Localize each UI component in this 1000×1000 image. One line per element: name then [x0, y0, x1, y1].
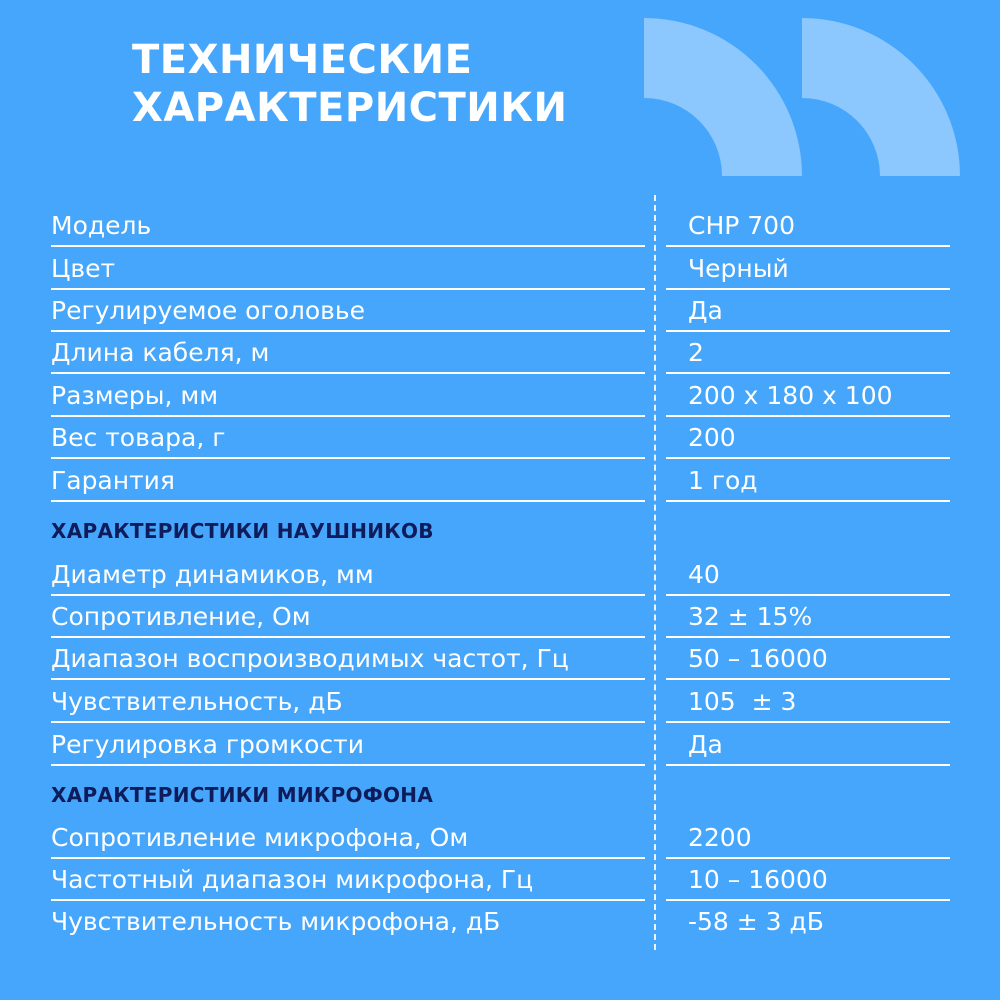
row-underline: [51, 500, 645, 502]
row-underline: [51, 678, 645, 680]
quote-mark-icon: [802, 18, 960, 176]
spec-label: Цвет: [51, 254, 116, 283]
spec-value: 50 – 16000: [688, 644, 828, 673]
spec-row: [0, 817, 1000, 859]
row-underline: [666, 245, 950, 247]
spec-row: [0, 901, 1000, 943]
row-underline: [51, 764, 645, 766]
spec-label: Модель: [51, 211, 152, 240]
spec-label: Чувствительность, дБ: [51, 687, 343, 716]
spec-row: [0, 554, 1000, 596]
spec-label: Регулировка громкости: [51, 730, 364, 759]
spec-value: 32 ± 15%: [688, 602, 813, 631]
spec-label: Диаметр динамиков, мм: [51, 560, 374, 589]
spec-label: Чувствительность микрофона, дБ: [51, 907, 501, 936]
spec-label: Вес товара, г: [51, 423, 226, 452]
section-heading-headphones: ХАРАКТЕРИСТИКИ НАУШНИКОВ: [51, 519, 434, 543]
spec-value: 1 год: [688, 466, 758, 495]
spec-row: [0, 859, 1000, 901]
spec-row: [0, 638, 1000, 680]
quote-mark-icon: [644, 18, 802, 176]
spec-value: Да: [688, 730, 723, 759]
spec-label: Гарантия: [51, 466, 175, 495]
row-underline: [51, 457, 645, 459]
spec-label: Частотный диапазон микрофона, Гц: [51, 865, 534, 894]
title-line-1: ТЕХНИЧЕСКИЕ: [132, 37, 473, 83]
spec-row: [0, 290, 1000, 332]
spec-label: Длина кабеля, м: [51, 338, 270, 367]
spec-row: [0, 375, 1000, 417]
spec-row: [0, 417, 1000, 459]
spec-value: 40: [688, 560, 720, 589]
row-underline: [51, 245, 645, 247]
spec-value: -58 ± 3 дБ: [688, 907, 824, 936]
spec-value: 200 x 180 x 100: [688, 381, 893, 410]
spec-value: 2200: [688, 823, 752, 852]
spec-row: [0, 332, 1000, 374]
spec-label: Сопротивление микрофона, Ом: [51, 823, 469, 852]
spec-label: Размеры, мм: [51, 381, 219, 410]
page-title: [132, 36, 567, 132]
spec-label: Регулируемое оголовье: [51, 296, 365, 325]
spec-label: Диапазон воспроизводимых частот, Гц: [51, 644, 569, 673]
spec-row: [0, 724, 1000, 766]
spec-value: Да: [688, 296, 723, 325]
title-line-2: ХАРАКТЕРИСТИКИ: [132, 85, 568, 131]
row-underline: [666, 678, 950, 680]
row-underline: [51, 721, 645, 723]
spec-row: [0, 681, 1000, 723]
spec-row: [0, 205, 1000, 247]
spec-value: CHP 700: [688, 211, 795, 240]
row-underline: [666, 372, 950, 374]
row-underline: [666, 764, 950, 766]
spec-row: [0, 248, 1000, 290]
row-underline: [666, 500, 950, 502]
spec-row: [0, 460, 1000, 502]
spec-value: Черный: [688, 254, 789, 283]
section-heading-microphone: ХАРАКТЕРИСТИКИ МИКРОФОНА: [51, 783, 434, 807]
spec-label: Сопротивление, Ом: [51, 602, 311, 631]
spec-value: 200: [688, 423, 736, 452]
spec-value: 105 ± 3: [688, 687, 797, 716]
row-underline: [51, 372, 645, 374]
spec-row: [0, 596, 1000, 638]
row-underline: [666, 721, 950, 723]
spec-value: 10 – 16000: [688, 865, 828, 894]
row-underline: [666, 457, 950, 459]
spec-value: 2: [688, 338, 704, 367]
